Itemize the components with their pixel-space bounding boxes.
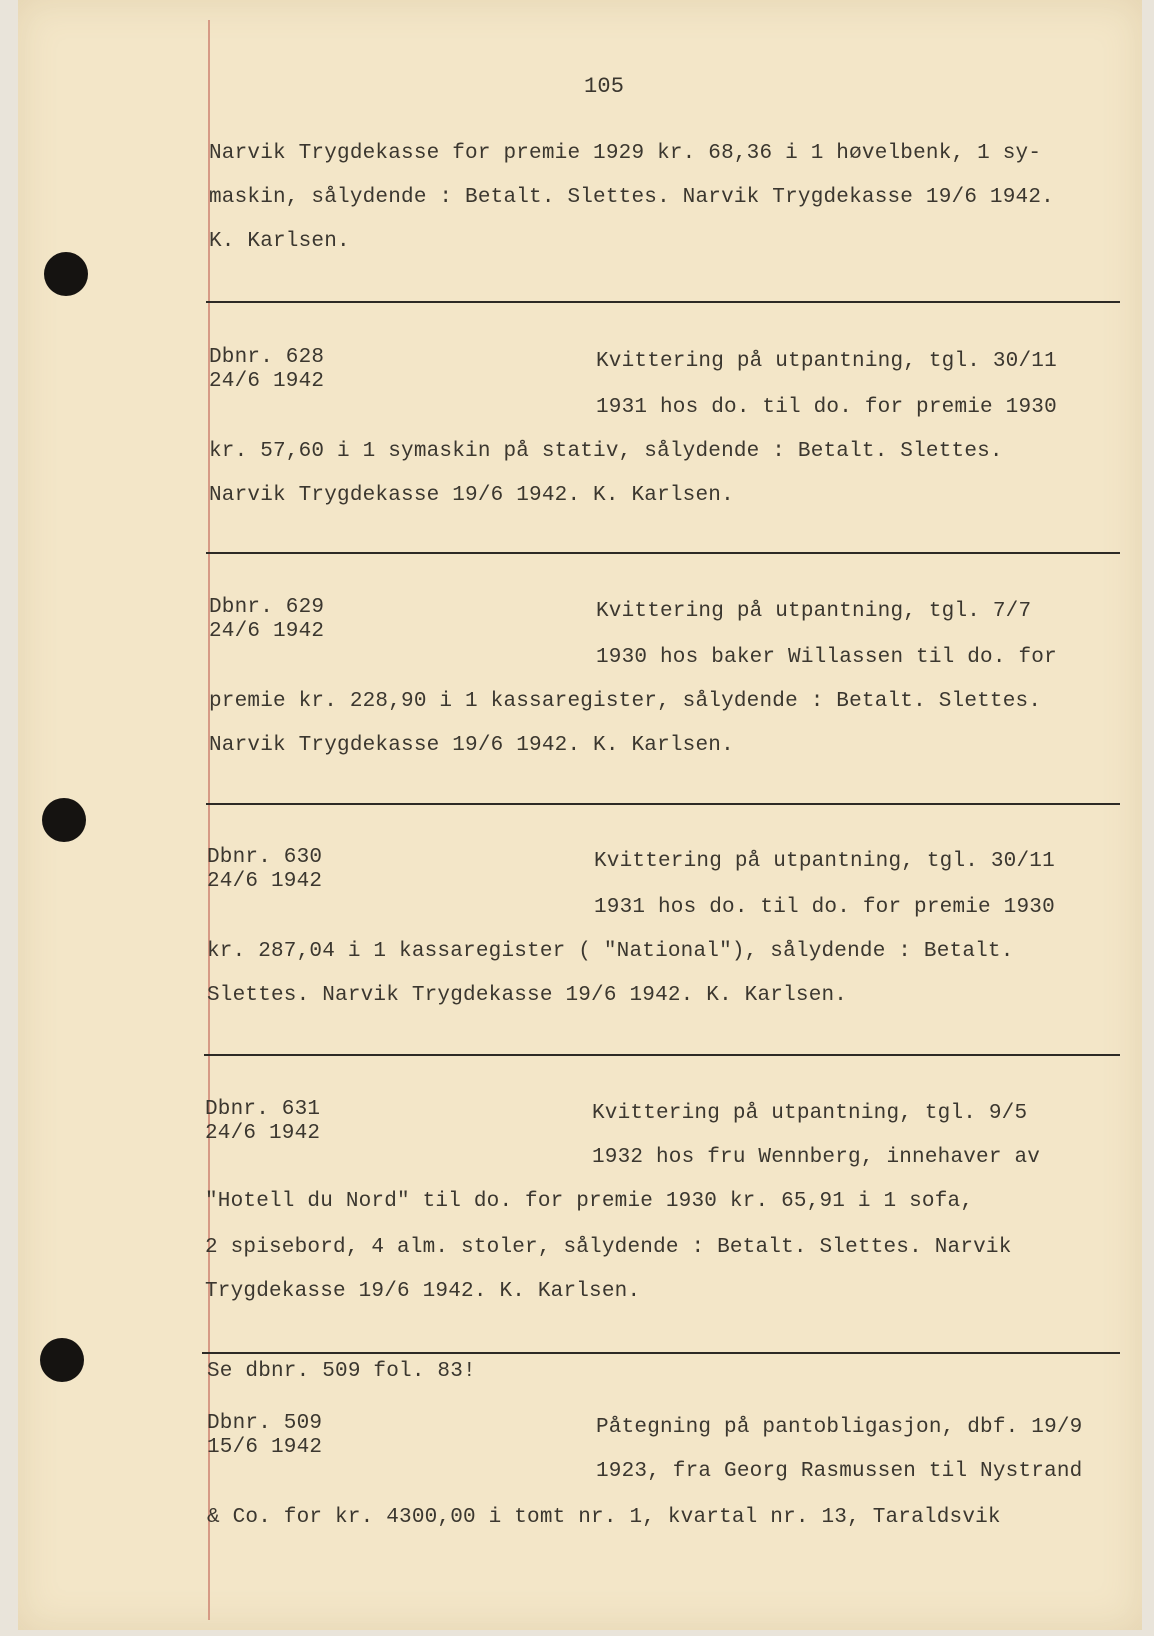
entry-0-line-1: maskin, sålydende : Betalt. Slettes. Narvik Trygdekasse 19/6 1942. bbox=[209, 186, 1054, 209]
punch-hole bbox=[42, 798, 86, 842]
entry-3-dbnr: Dbnr. 630 bbox=[207, 846, 323, 869]
entry-0-line-2: K. Karlsen. bbox=[209, 230, 350, 253]
entry-3-line-0: kr. 287,04 i 1 kassaregister ( "National"), sålydende : Betalt. bbox=[207, 940, 1014, 963]
entry-2-date: 24/6 1942 bbox=[209, 620, 325, 643]
entry-2-dbnr: Dbnr. 629 bbox=[209, 596, 325, 619]
entry-5-first-line: Påtegning på pantobligasjon, dbf. 19/9 bbox=[596, 1416, 1083, 1439]
entry-4-line-2: Trygdekasse 19/6 1942. K. Karlsen. bbox=[205, 1280, 641, 1303]
entry-0-line-0: Narvik Trygdekasse for premie 1929 kr. 68,36 i 1 høvelbenk, 1 sy- bbox=[209, 142, 1042, 165]
entry-3-line-1: Slettes. Narvik Trygdekasse 19/6 1942. K. Karlsen. bbox=[207, 984, 848, 1007]
entry-1-second-line: 1931 hos do. til do. for premie 1930 bbox=[596, 396, 1057, 419]
entry-1-line-0: kr. 57,60 i 1 symaskin på stativ, sålydende : Betalt. Slettes. bbox=[209, 440, 1003, 463]
entry-4-line-0: "Hotell du Nord" til do. for premie 1930 kr. 65,91 i 1 sofa, bbox=[205, 1190, 974, 1213]
entry-1-line-1: Narvik Trygdekasse 19/6 1942. K. Karlsen. bbox=[209, 484, 734, 507]
punch-hole bbox=[44, 252, 88, 296]
entry-2-line-0: premie kr. 228,90 i 1 kassaregister, sålydende : Betalt. Slettes. bbox=[209, 690, 1042, 713]
separator-rule bbox=[206, 803, 1120, 805]
entry-4-dbnr: Dbnr. 631 bbox=[205, 1098, 321, 1121]
entry-3-second-line: 1931 hos do. til do. for premie 1930 bbox=[594, 896, 1055, 919]
entry-3-first-line: Kvittering på utpantning, tgl. 30/11 bbox=[594, 850, 1055, 873]
entry-2-line-1: Narvik Trygdekasse 19/6 1942. K. Karlsen. bbox=[209, 734, 734, 757]
entry-3-date: 24/6 1942 bbox=[207, 870, 323, 893]
separator-rule bbox=[206, 552, 1120, 554]
entry-1-first-line: Kvittering på utpantning, tgl. 30/11 bbox=[596, 350, 1057, 373]
separator-rule bbox=[202, 1352, 1120, 1354]
separator-rule bbox=[206, 301, 1120, 303]
entry-2-first-line: Kvittering på utpantning, tgl. 7/7 bbox=[596, 600, 1032, 623]
entry-1-dbnr: Dbnr. 628 bbox=[209, 346, 325, 369]
entry-4-second-line: 1932 hos fru Wennberg, innehaver av bbox=[592, 1146, 1041, 1169]
entry-2-second-line: 1930 hos baker Willassen til do. for bbox=[596, 646, 1057, 669]
entry-4-line-1: 2 spisebord, 4 alm. stoler, sålydende : Betalt. Slettes. Narvik bbox=[205, 1236, 1012, 1259]
page-number: 105 bbox=[584, 74, 625, 99]
entry-4-first-line: Kvittering på utpantning, tgl. 9/5 bbox=[592, 1102, 1028, 1125]
separator-rule bbox=[204, 1054, 1120, 1056]
punch-hole bbox=[40, 1338, 84, 1382]
entry-4-date: 24/6 1942 bbox=[205, 1122, 321, 1145]
entry-5-date: 15/6 1942 bbox=[207, 1436, 323, 1459]
entry-5-line-0: & Co. for kr. 4300,00 i tomt nr. 1, kvartal nr. 13, Taraldsvik bbox=[207, 1506, 1001, 1529]
entry-5-second-line: 1923, fra Georg Rasmussen til Nystrand bbox=[596, 1460, 1083, 1483]
entry-1-date: 24/6 1942 bbox=[209, 370, 325, 393]
ledger-page bbox=[18, 0, 1142, 1630]
entry-5-dbnr: Dbnr. 509 bbox=[207, 1412, 323, 1435]
entry-5-note: Se dbnr. 509 fol. 83! bbox=[207, 1360, 476, 1383]
